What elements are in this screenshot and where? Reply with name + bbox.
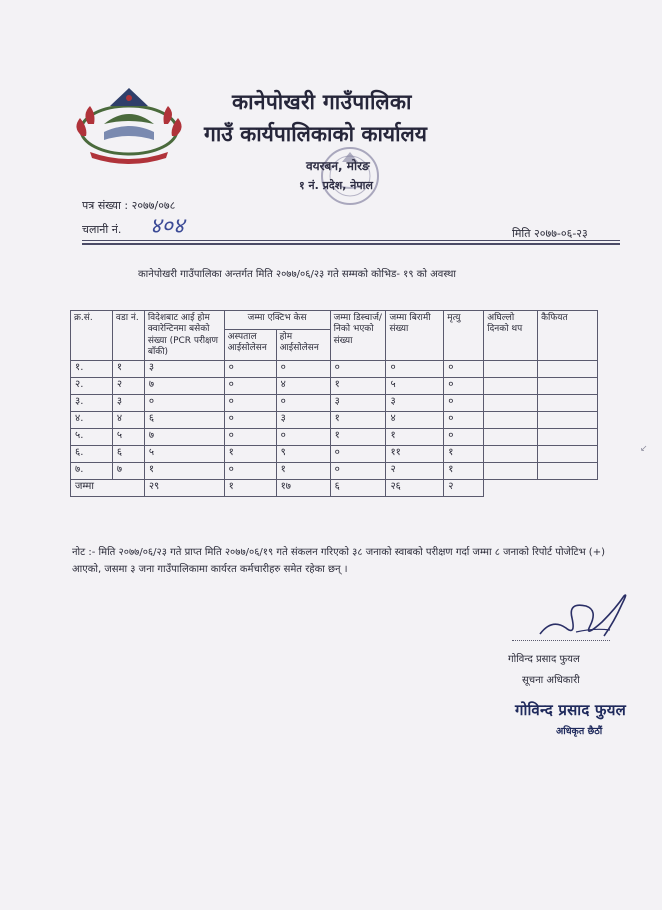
cell-new (484, 429, 538, 446)
letter-date: मिति २०७७-०६-२३ (512, 227, 588, 240)
total-deaths: २ (444, 480, 484, 497)
cell-sn: ५. (71, 429, 113, 446)
cell-hospital: ० (224, 463, 276, 480)
header-deaths: मृत्यु (444, 311, 484, 361)
officer-stamp-authority: अधिकृत छैठौं (556, 726, 603, 737)
cell-discharged: १ (330, 412, 386, 429)
cell-total: ३ (386, 395, 444, 412)
signatory-title: सूचना अधिकारी (522, 675, 580, 686)
cell-home: ० (276, 361, 330, 378)
table-row (71, 412, 598, 429)
total-foreign: २९ (144, 480, 224, 497)
cell-home: ० (276, 395, 330, 412)
cell-total: १ (386, 429, 444, 446)
cell-foreign: ७ (144, 429, 224, 446)
cell-ward: ६ (112, 446, 144, 463)
cell-foreign: ३ (144, 361, 224, 378)
cell-home: ९ (276, 446, 330, 463)
cell-hospital: ० (224, 429, 276, 446)
cell-discharged: ० (330, 361, 386, 378)
cell-discharged: १ (330, 429, 386, 446)
table-row (71, 378, 598, 395)
cell-remarks (538, 378, 598, 395)
reference-number: पत्र संख्या : २०७७/०७८ (82, 199, 176, 212)
dispatch-label: चलानी नं. (82, 223, 122, 236)
office-address-line2: १ नं. प्रदेश, नेपाल (299, 179, 373, 192)
cell-ward: १ (112, 361, 144, 378)
header-ward: वडा नं. (112, 311, 144, 361)
cell-foreign: ० (144, 395, 224, 412)
cell-home: ३ (276, 412, 330, 429)
header-discharged: जम्मा डिस्चार्ज/निको भएको संख्या (330, 311, 386, 361)
dispatch-number: ४०४ (150, 214, 185, 239)
cell-foreign: ७ (144, 378, 224, 395)
cell-deaths: ० (444, 412, 484, 429)
covid-status-table (70, 310, 598, 497)
cell-foreign: ५ (144, 446, 224, 463)
cell-new (484, 361, 538, 378)
total-label: जम्मा (71, 480, 145, 497)
cell-hospital: ० (224, 378, 276, 395)
cell-home: ४ (276, 378, 330, 395)
cell-ward: २ (112, 378, 144, 395)
header-home-isolation: होम आईसोलेसन (276, 329, 330, 360)
cell-new (484, 378, 538, 395)
cell-remarks (538, 361, 598, 378)
cell-deaths: १ (444, 446, 484, 463)
cell-sn: ७. (71, 463, 113, 480)
signatory-name: गोविन्द प्रसाद फुयल (508, 654, 580, 665)
cell-sn: ३. (71, 395, 113, 412)
note-paragraph: नोट :- मिति २०७७/०६/२३ गते प्राप्त मिति २०७७/०६/१९ गते संकलन गरिएको ३८ जनाको स्वाबको परीक्षण गर्दा जम्मा ८ जनाको रिपोर्ट पोजेटिभ (+) आएको, जसमा ३ जना गाउँपालिकामा कार्यरत कर्मचारीहरु समेत रहेका छन् । (72, 547, 605, 575)
cell-discharged: १ (330, 378, 386, 395)
total-hospital: १ (224, 480, 276, 497)
cell-total: ० (386, 361, 444, 378)
cell-deaths: १ (444, 463, 484, 480)
cell-ward: ४ (112, 412, 144, 429)
cell-new (484, 412, 538, 429)
cell-total: २ (386, 463, 444, 480)
office-title-line1: कानेपोखरी गाउँपालिका (232, 90, 412, 114)
table-row (71, 395, 598, 412)
cell-remarks (538, 412, 598, 429)
table-row (71, 446, 598, 463)
table-total-row (71, 480, 598, 497)
cell-new (484, 463, 538, 480)
cell-hospital: ० (224, 361, 276, 378)
cell-new (484, 446, 538, 463)
cell-sn: १. (71, 361, 113, 378)
cell-remarks (538, 395, 598, 412)
cell-total: ५ (386, 378, 444, 395)
table-row (71, 463, 598, 480)
nepal-emblem-icon (68, 84, 190, 166)
cell-sn: ४. (71, 412, 113, 429)
cell-sn: ६. (71, 446, 113, 463)
header-new-cases: अघिल्लो दिनको थप (484, 311, 538, 361)
cell-sn: २. (71, 378, 113, 395)
signature-line (512, 640, 610, 641)
total-home: १७ (276, 480, 330, 497)
header-active-cases: जम्मा एक्टिभ केस (224, 311, 330, 330)
table-row (71, 429, 598, 446)
cell-deaths: ० (444, 429, 484, 446)
cell-foreign: ६ (144, 412, 224, 429)
signature-icon (532, 588, 642, 646)
cell-home: ० (276, 429, 330, 446)
header-remarks: कैफियत (538, 311, 598, 361)
officer-stamp-name: गोविन्द प्रसाद फुयल (515, 701, 626, 719)
letter-subject: कानेपोखरी गाउँपालिका अन्तर्गत मिति २०७७/०६/२३ गते सम्मको कोभिड- १९ को अवस्था (138, 269, 457, 280)
cell-total: ४ (386, 412, 444, 429)
cell-remarks (538, 446, 598, 463)
header-sn: क्र.सं. (71, 311, 113, 361)
cell-home: १ (276, 463, 330, 480)
cell-deaths: ० (444, 361, 484, 378)
header-divider (82, 240, 620, 241)
cell-discharged: ३ (330, 395, 386, 412)
cell-hospital: ० (224, 412, 276, 429)
header-total-patients: जम्मा बिरामी संख्या (386, 311, 444, 361)
cell-discharged: ० (330, 446, 386, 463)
header-hospital-isolation: अस्पताल आईसोलेसन (224, 329, 276, 360)
header-foreign-quarantine: विदेशबाट आई होम क्वारेन्टिनमा बसेको संख्या (PCR परीक्षण बाँकी) (144, 311, 224, 361)
cell-new (484, 395, 538, 412)
margin-mark: ↙ (640, 444, 648, 454)
cell-deaths: ० (444, 395, 484, 412)
cell-remarks (538, 429, 598, 446)
cell-remarks (538, 463, 598, 480)
office-title-line2: गाउँ कार्यपालिकाको कार्यालय (204, 122, 427, 146)
office-address-line1: वयरबन, मोरङ (306, 159, 370, 173)
cell-ward: ७ (112, 463, 144, 480)
cell-deaths: ० (444, 378, 484, 395)
cell-hospital: ० (224, 395, 276, 412)
total-patients: २६ (386, 480, 444, 497)
total-discharged: ६ (330, 480, 386, 497)
cell-discharged: ० (330, 463, 386, 480)
cell-total: ११ (386, 446, 444, 463)
cell-ward: ५ (112, 429, 144, 446)
table-row (71, 361, 598, 378)
cell-ward: ३ (112, 395, 144, 412)
cell-hospital: १ (224, 446, 276, 463)
cell-foreign: १ (144, 463, 224, 480)
header-divider-thick (82, 243, 620, 245)
